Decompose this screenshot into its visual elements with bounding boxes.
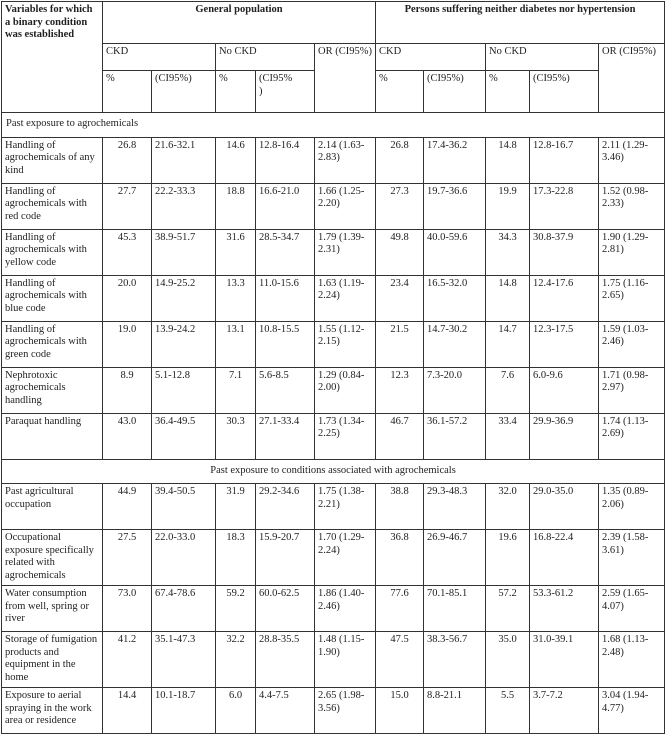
row-label: Water consumption from well, spring or river	[2, 586, 103, 632]
or-header-2: OR (CI95%)	[599, 44, 665, 113]
or-ci: 1.66 (1.25-2.20)	[315, 183, 376, 229]
or-ci-2: 3.04 (1.94-4.77)	[599, 688, 665, 734]
or-ci-2: 1.52 (0.98-2.33)	[599, 183, 665, 229]
ckd-pct: 19.0	[103, 321, 152, 367]
ckd-pct-2: 47.5	[376, 632, 424, 688]
no-ckd-pct: 59.2	[216, 586, 256, 632]
section-row	[2, 113, 665, 138]
row-label: Handling of agrochemicals with blue code	[2, 275, 103, 321]
table-row	[2, 229, 665, 275]
ckd-header-1: CKD	[103, 44, 216, 71]
no-ckd-pct: 14.6	[216, 137, 256, 183]
ckd-ci-2: 17.4-36.2	[424, 137, 486, 183]
no-ckd-header-1: No CKD	[216, 44, 315, 71]
or-ci: 1.29 (0.84-2.00)	[315, 367, 376, 413]
ci-header: (CI95%)	[152, 71, 216, 113]
row-label: Exposure to aerial spraying in the work area or residence	[2, 688, 103, 734]
ckd-pct: 27.5	[103, 530, 152, 586]
ckd-ci: 13.9-24.2	[152, 321, 216, 367]
no-ckd-pct-2: 33.4	[486, 413, 530, 459]
ckd-pct: 8.9	[103, 367, 152, 413]
ckd-pct: 20.0	[103, 275, 152, 321]
or-ci: 1.63 (1.19-2.24)	[315, 275, 376, 321]
ckd-pct-2: 21.5	[376, 321, 424, 367]
or-ci: 1.73 (1.34-2.25)	[315, 413, 376, 459]
no-ckd-pct: 18.3	[216, 530, 256, 586]
ckd-ci: 38.9-51.7	[152, 229, 216, 275]
row-label: Handling of agrochemicals of any kind	[2, 137, 103, 183]
table-row	[2, 530, 665, 586]
ckd-ci-2: 19.7-36.6	[424, 183, 486, 229]
table-body	[2, 113, 665, 734]
no-ckd-ci-2: 6.0-9.6	[530, 367, 599, 413]
ckd-pct-2: 46.7	[376, 413, 424, 459]
no-ckd-pct-2: 19.6	[486, 530, 530, 586]
no-ckd-ci-2: 30.8-37.9	[530, 229, 599, 275]
ckd-pct-2: 12.3	[376, 367, 424, 413]
no-ckd-pct: 18.8	[216, 183, 256, 229]
no-ckd-pct-2: 32.0	[486, 484, 530, 530]
no-ckd-ci: 12.8-16.4	[256, 137, 315, 183]
row-label: Paraquat handling	[2, 413, 103, 459]
no-ckd-ci: 10.8-15.5	[256, 321, 315, 367]
or-ci: 1.86 (1.40-2.46)	[315, 586, 376, 632]
no-ckd-pct-2: 14.8	[486, 137, 530, 183]
no-ckd-ci: 27.1-33.4	[256, 413, 315, 459]
or-ci: 1.75 (1.38-2.21)	[315, 484, 376, 530]
ckd-pct-2: 38.8	[376, 484, 424, 530]
no-ckd-ci: 11.0-15.6	[256, 275, 315, 321]
or-ci-2: 2.59 (1.65-4.07)	[599, 586, 665, 632]
ckd-pct-2: 27.3	[376, 183, 424, 229]
row-label: Handling of agrochemicals with green code	[2, 321, 103, 367]
no-ckd-pct: 30.3	[216, 413, 256, 459]
no-diabetes-hypertension-header: Persons suffering neither diabetes nor hypertension	[376, 2, 665, 44]
or-ci-2: 2.39 (1.58-3.61)	[599, 530, 665, 586]
table-row	[2, 413, 665, 459]
ckd-pct: 45.3	[103, 229, 152, 275]
ckd-ci-2: 36.1-57.2	[424, 413, 486, 459]
ckd-ci-2: 40.0-59.6	[424, 229, 486, 275]
pct-header: %	[376, 71, 424, 113]
no-ckd-pct-2: 19.9	[486, 183, 530, 229]
pct-header: %	[216, 71, 256, 113]
no-ckd-pct: 13.1	[216, 321, 256, 367]
no-ckd-ci: 28.5-34.7	[256, 229, 315, 275]
ckd-pct-2: 26.8	[376, 137, 424, 183]
section-row	[2, 459, 665, 484]
ckd-pct: 27.7	[103, 183, 152, 229]
variables-header: Variables for which a binary condition was established	[2, 2, 103, 113]
no-ckd-pct-2: 34.3	[486, 229, 530, 275]
ci-header: (CI95%)	[424, 71, 486, 113]
no-ckd-ci-2: 29.0-35.0	[530, 484, 599, 530]
ckd-ci-2: 26.9-46.7	[424, 530, 486, 586]
no-ckd-pct: 31.9	[216, 484, 256, 530]
no-ckd-pct-2: 14.8	[486, 275, 530, 321]
ckd-pct-2: 15.0	[376, 688, 424, 734]
row-label: Nephrotoxic agrochemicals handling	[2, 367, 103, 413]
table-row	[2, 137, 665, 183]
row-label: Handling of agrochemicals with red code	[2, 183, 103, 229]
no-ckd-ci: 16.6-21.0	[256, 183, 315, 229]
ci-header: (CI95% )	[256, 71, 315, 113]
table-row	[2, 321, 665, 367]
no-ckd-ci-2: 17.3-22.8	[530, 183, 599, 229]
or-ci-2: 1.68 (1.13-2.48)	[599, 632, 665, 688]
or-header-1: OR (CI95%)	[315, 44, 376, 113]
pct-header: %	[103, 71, 152, 113]
no-ckd-ci-2: 12.3-17.5	[530, 321, 599, 367]
no-ckd-ci: 15.9-20.7	[256, 530, 315, 586]
ckd-pct-2: 49.8	[376, 229, 424, 275]
no-ckd-ci: 60.0-62.5	[256, 586, 315, 632]
ckd-ci: 36.4-49.5	[152, 413, 216, 459]
or-ci: 1.70 (1.29-2.24)	[315, 530, 376, 586]
ckd-pct: 41.2	[103, 632, 152, 688]
no-ckd-ci: 28.8-35.5	[256, 632, 315, 688]
or-ci-2: 1.59 (1.03-2.46)	[599, 321, 665, 367]
ckd-ci: 67.4-78.6	[152, 586, 216, 632]
ckd-ci: 22.2-33.3	[152, 183, 216, 229]
ckd-ci: 5.1-12.8	[152, 367, 216, 413]
ckd-ci: 39.4-50.5	[152, 484, 216, 530]
ckd-ci-2: 16.5-32.0	[424, 275, 486, 321]
table-row	[2, 632, 665, 688]
or-ci-2: 1.74 (1.13-2.69)	[599, 413, 665, 459]
ckd-ci: 35.1-47.3	[152, 632, 216, 688]
ckd-pct: 73.0	[103, 586, 152, 632]
pct-header: %	[486, 71, 530, 113]
or-ci: 1.48 (1.15-1.90)	[315, 632, 376, 688]
ckd-ci-2: 8.8-21.1	[424, 688, 486, 734]
ckd-pct-2: 36.8	[376, 530, 424, 586]
ckd-ci-2: 29.3-48.3	[424, 484, 486, 530]
table-row	[2, 484, 665, 530]
ckd-pct: 44.9	[103, 484, 152, 530]
no-ckd-pct: 13.3	[216, 275, 256, 321]
or-ci: 2.65 (1.98-3.56)	[315, 688, 376, 734]
ckd-ci: 10.1-18.7	[152, 688, 216, 734]
no-ckd-pct: 31.6	[216, 229, 256, 275]
no-ckd-header-2: No CKD	[486, 44, 599, 71]
no-ckd-pct-2: 7.6	[486, 367, 530, 413]
no-ckd-ci-2: 12.4-17.6	[530, 275, 599, 321]
no-ckd-pct-2: 35.0	[486, 632, 530, 688]
no-ckd-ci: 4.4-7.5	[256, 688, 315, 734]
ckd-ci-2: 70.1-85.1	[424, 586, 486, 632]
or-ci-2: 1.35 (0.89-2.06)	[599, 484, 665, 530]
ckd-ci: 22.0-33.0	[152, 530, 216, 586]
no-ckd-ci: 29.2-34.6	[256, 484, 315, 530]
no-ckd-pct: 32.2	[216, 632, 256, 688]
general-population-header: General population	[103, 2, 376, 44]
table-row	[2, 367, 665, 413]
ckd-ci: 21.6-32.1	[152, 137, 216, 183]
ckd-pct: 26.8	[103, 137, 152, 183]
or-ci: 1.55 (1.12-2.15)	[315, 321, 376, 367]
or-ci-2: 1.90 (1.29-2.81)	[599, 229, 665, 275]
table-row	[2, 586, 665, 632]
no-ckd-ci-2: 31.0-39.1	[530, 632, 599, 688]
ckd-header-2: CKD	[376, 44, 486, 71]
row-label: Handling of agrochemicals with yellow code	[2, 229, 103, 275]
table-row	[2, 688, 665, 734]
no-ckd-ci-2: 16.8-22.4	[530, 530, 599, 586]
no-ckd-ci-2: 53.3-61.2	[530, 586, 599, 632]
ckd-ci-2: 38.3-56.7	[424, 632, 486, 688]
section-title: Past exposure to agrochemicals	[2, 113, 665, 138]
ci-header: (CI95%)	[530, 71, 599, 113]
or-ci-2: 1.71 (0.98-2.97)	[599, 367, 665, 413]
no-ckd-pct-2: 5.5	[486, 688, 530, 734]
table-row	[2, 183, 665, 229]
no-ckd-pct: 6.0	[216, 688, 256, 734]
ckd-ci-2: 7.3-20.0	[424, 367, 486, 413]
row-label: Storage of fumigation products and equipment in the home	[2, 632, 103, 688]
ckd-pct: 14.4	[103, 688, 152, 734]
no-ckd-ci-2: 12.8-16.7	[530, 137, 599, 183]
no-ckd-ci: 5.6-8.5	[256, 367, 315, 413]
no-ckd-ci-2: 3.7-7.2	[530, 688, 599, 734]
no-ckd-ci-2: 29.9-36.9	[530, 413, 599, 459]
ckd-pct-2: 77.6	[376, 586, 424, 632]
no-ckd-pct-2: 14.7	[486, 321, 530, 367]
ckd-ci: 14.9-25.2	[152, 275, 216, 321]
ckd-exposure-table	[1, 1, 665, 734]
or-ci: 2.14 (1.63-2.83)	[315, 137, 376, 183]
no-ckd-pct: 7.1	[216, 367, 256, 413]
or-ci-2: 1.75 (1.16-2.65)	[599, 275, 665, 321]
or-ci: 1.79 (1.39-2.31)	[315, 229, 376, 275]
no-ckd-pct-2: 57.2	[486, 586, 530, 632]
ckd-ci-2: 14.7-30.2	[424, 321, 486, 367]
ckd-pct-2: 23.4	[376, 275, 424, 321]
row-label: Occupational exposure specifically related with agrochemicals	[2, 530, 103, 586]
or-ci-2: 2.11 (1.29-3.46)	[599, 137, 665, 183]
row-label: Past agricultural occupation	[2, 484, 103, 530]
ckd-pct: 43.0	[103, 413, 152, 459]
table-row	[2, 275, 665, 321]
section-title: Past exposure to conditions associated with agrochemicals	[2, 459, 665, 484]
